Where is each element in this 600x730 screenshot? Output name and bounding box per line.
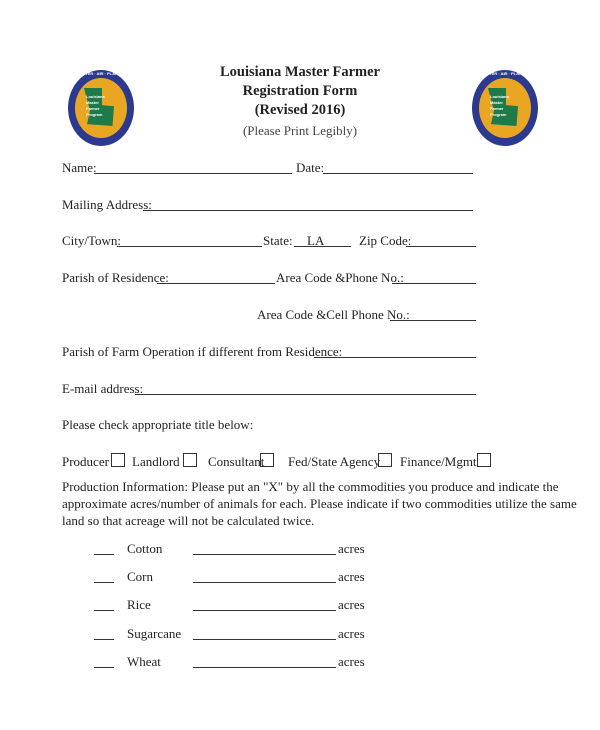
state-label: State:	[263, 233, 293, 248]
commodity-acres-input[interactable]	[193, 582, 336, 583]
mailing-address-label: Mailing Address:	[62, 197, 152, 212]
commodity-check-blank[interactable]	[94, 610, 114, 611]
commodity-acres-input[interactable]	[193, 610, 336, 611]
commodity-acres-input[interactable]	[193, 554, 336, 555]
commodity-unit: acres	[338, 625, 365, 641]
cell-phone-input[interactable]	[390, 320, 476, 321]
commodity-acres-input[interactable]	[193, 639, 336, 640]
landlord-checkbox[interactable]	[183, 453, 197, 467]
finance-mgmt-label: Finance/Mgmt	[400, 454, 477, 469]
zip-input[interactable]	[406, 246, 476, 247]
commodity-name: Wheat	[127, 653, 161, 669]
name-label: Name:	[62, 160, 97, 175]
city-input[interactable]	[117, 246, 262, 247]
form-title-line1: Louisiana Master Farmer	[219, 64, 380, 80]
logo-ring-text: WATER · AIR · PLANTS	[79, 71, 123, 76]
parish-label: Parish of Residence:	[62, 270, 169, 285]
commodity-name: Sugarcane	[127, 625, 182, 641]
farm-parish-input[interactable]	[314, 357, 476, 358]
commodity-name: Corn	[127, 569, 153, 585]
consultant-label: Consultant	[208, 454, 265, 469]
area-cell-label: Area Code &Cell Phone No.:	[257, 307, 410, 322]
commodity-check-blank[interactable]	[94, 639, 114, 640]
commodity-unit: acres	[338, 653, 365, 669]
production-info-line1: Production Information: Please put an "X" by all the commodities you produce and indicate the	[62, 479, 559, 494]
commodity-check-blank[interactable]	[94, 667, 114, 668]
logo-inner-text: Louisiana Master Farmer Program	[86, 94, 105, 117]
commodity-unit: acres	[338, 541, 365, 556]
email-label: E-mail address:	[62, 381, 144, 396]
phone-input[interactable]	[392, 283, 476, 284]
commodity-unit: acres	[338, 569, 365, 585]
name-input[interactable]	[94, 173, 292, 174]
producer-label: Producer	[62, 454, 109, 469]
commodity-check-blank[interactable]	[94, 554, 114, 555]
finance-mgmt-checkbox[interactable]	[477, 453, 491, 467]
zip-label: Zip Code:	[359, 233, 412, 248]
logo-ring-text: WATER · AIR · PLANTS	[483, 71, 527, 76]
fed-state-agency-label: Fed/State Agency	[288, 454, 381, 469]
production-info-line2: approximate acres/number of animals for each. Please indicate if two commodities utilize the same	[62, 496, 577, 511]
producer-checkbox[interactable]	[111, 453, 125, 467]
area-phone-label: Area Code &Phone No.:	[276, 270, 404, 285]
logo-inner-text: Louisiana Master Farmer Program	[490, 94, 509, 117]
commodity-name: Cotton	[127, 541, 163, 556]
date-input[interactable]	[323, 173, 473, 174]
date-label: Date:	[296, 160, 325, 175]
commodity-unit: acres	[338, 597, 365, 613]
email-input[interactable]	[135, 394, 476, 395]
mailing-address-input[interactable]	[143, 210, 473, 211]
landlord-label: Landlord	[132, 454, 180, 469]
city-label: City/Town:	[62, 233, 122, 248]
fed-state-agency-checkbox[interactable]	[378, 453, 392, 467]
form-title-line2: Registration Form	[242, 83, 358, 99]
farm-parish-label: Parish of Farm Operation if different from Residence:	[62, 344, 343, 359]
state-value: LA	[307, 233, 325, 248]
commodity-name: Rice	[127, 597, 151, 613]
commodity-acres-input[interactable]	[193, 667, 336, 668]
print-legibly-note: (Please Print Legibly)	[242, 123, 358, 138]
parish-input[interactable]	[157, 283, 275, 284]
production-info-line3: land so that acreage will not be calculated twice.	[62, 513, 315, 528]
form-title-revised: (Revised 2016)	[254, 102, 346, 118]
commodity-check-blank[interactable]	[94, 582, 114, 583]
consultant-checkbox[interactable]	[260, 453, 274, 467]
title-prompt: Please check appropriate title below:	[62, 417, 254, 432]
